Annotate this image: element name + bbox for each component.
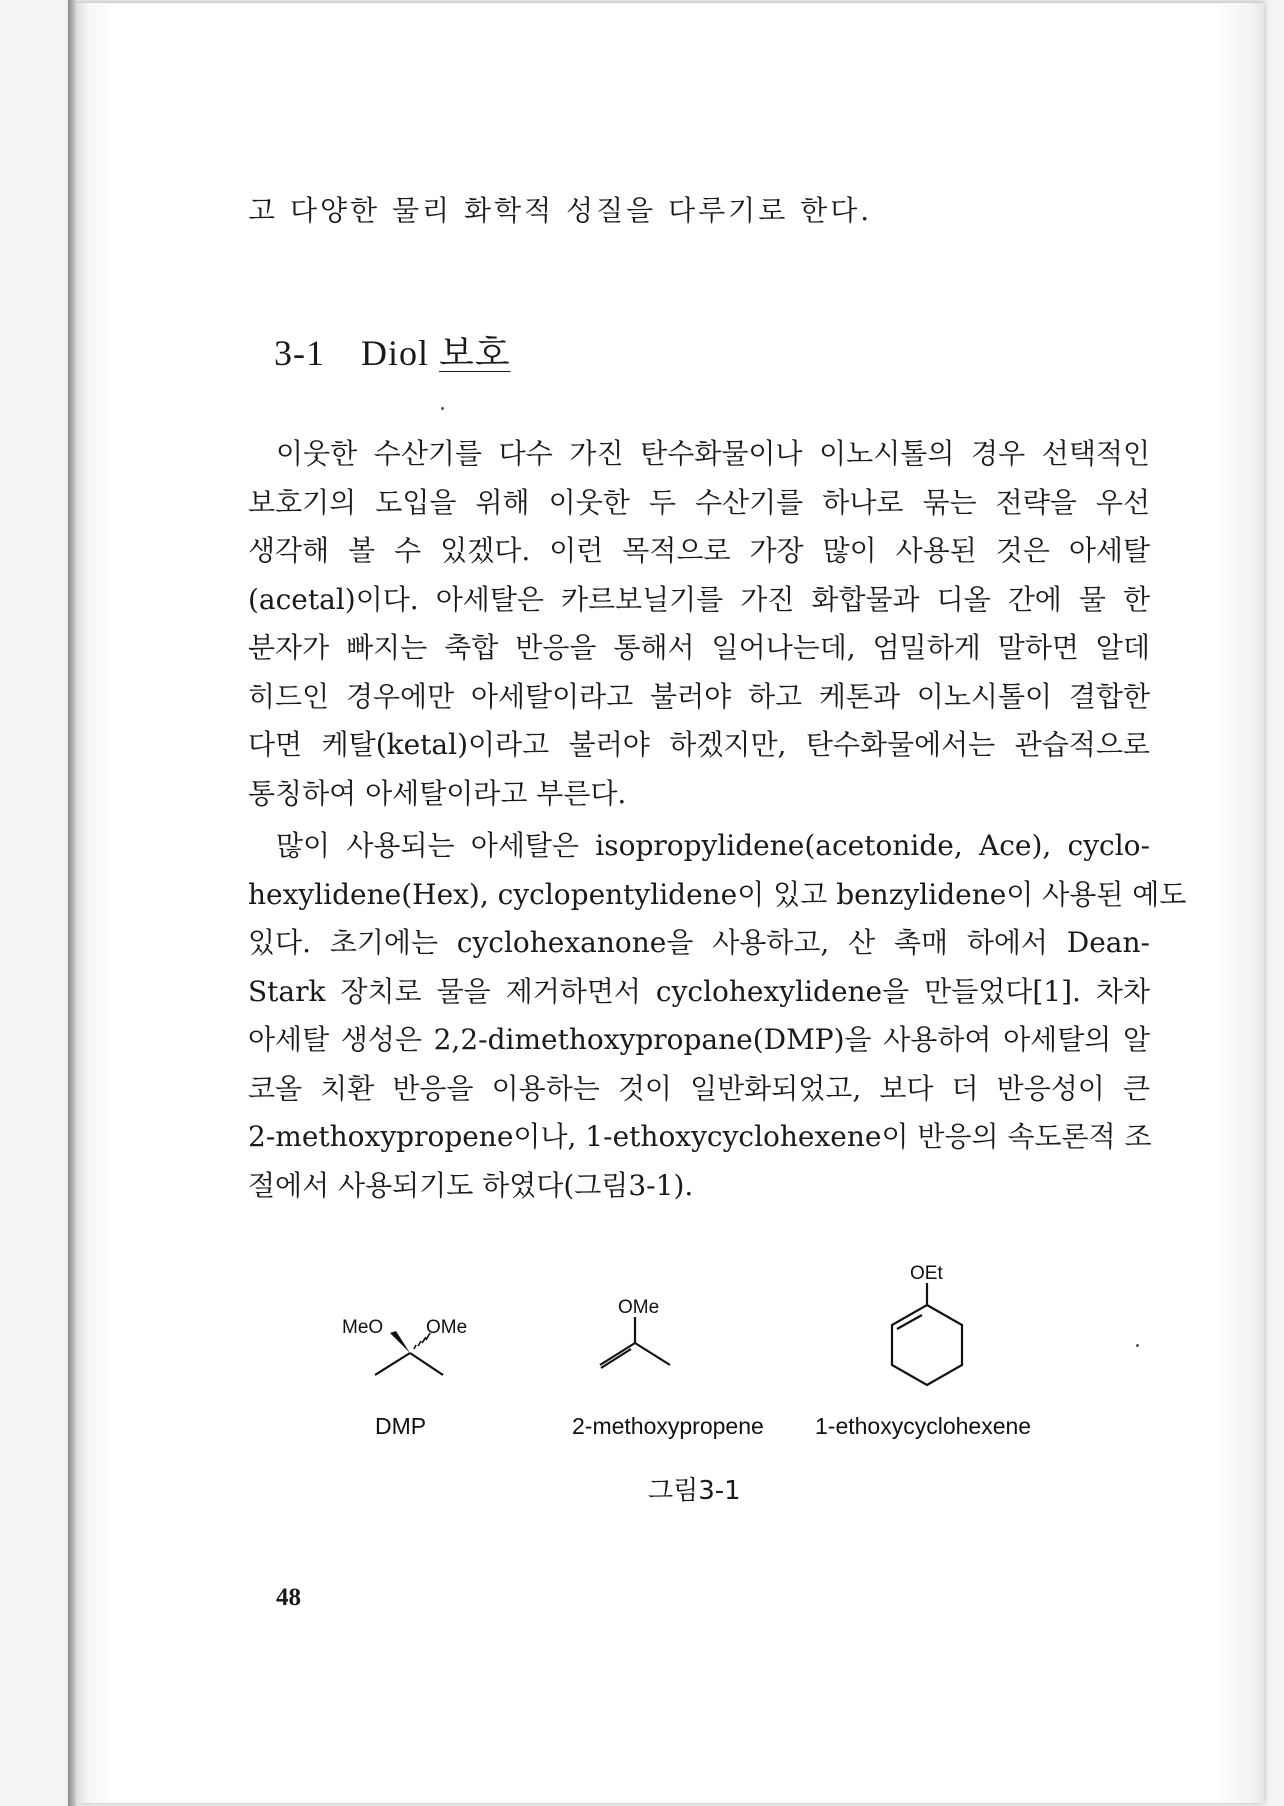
methoxypropene-atom-ome: OMe <box>618 1297 660 1318</box>
section-title-ko: 보호 <box>439 333 511 373</box>
paragraph-line: 히드인 경우에만 아세탈이라고 불러야 하고 케톤과 이노시톨이 결합한 <box>248 679 1150 713</box>
methoxypropene-label: 2-methoxypropene <box>572 1413 764 1439</box>
chemical-structures-figure <box>330 1265 1090 1445</box>
paragraph-2 <box>248 822 1187 1210</box>
paragraph-line: Stark 장치로 물을 제거하면서 cyclohexylidene을 만들었다[1]. 차차 <box>248 974 1150 1008</box>
paragraph-line: 생각해 볼 수 있겠다. 이런 목적으로 가장 많이 사용된 것은 아세탈 <box>248 534 1150 567</box>
speck <box>441 407 444 410</box>
paragraph-line: 아세탈 생성은 2,2-dimethoxypropane(DMP)을 사용하여 아세탈의 알 <box>248 1023 1150 1056</box>
lead-line: 고 다양한 물리 화학적 성질을 다루기로 한다. <box>248 194 873 227</box>
paragraph-line: 많이 사용되는 아세탈은 isopropylidene(acetonide, Ace), cyclo- <box>276 829 1150 862</box>
section-number: 3-1 <box>274 333 325 373</box>
paragraph-line: (acetal)이다. 아세탈은 카르보닐기를 가진 화합물과 디올 간에 물 한 <box>248 582 1150 616</box>
ethoxycyclohexene-label: 1-ethoxycyclohexene <box>815 1413 1032 1439</box>
paragraph-line: hexylidene(Hex), cyclopentylidene이 있고 benzylidene이 사용된 예도 <box>248 877 1187 911</box>
dmp-atom-meo: MeO <box>342 1317 384 1338</box>
dmp-atom-ome: OMe <box>426 1317 468 1338</box>
paragraph-line: 통칭하여 아세탈이라고 부른다. <box>248 776 627 810</box>
page-number: 48 <box>276 1584 301 1611</box>
paragraph-line: 코올 치환 반응을 이용하는 것이 일반화되었고, 보다 더 반응성이 큰 <box>248 1071 1150 1105</box>
paragraph-line: 보호기의 도입을 위해 이웃한 두 수산기를 하나로 묶는 전략을 우선 <box>248 485 1150 519</box>
paragraph-line: 분자가 빠지는 축합 반응을 통해서 일어나는데, 엄밀하게 말하면 알데 <box>248 631 1150 664</box>
ethoxycyclohexene-atom-oet: OEt <box>910 1265 943 1284</box>
paragraph-line: 있다. 초기에는 cyclohexanone을 사용하고, 산 촉매 하에서 Dean- <box>248 926 1150 959</box>
lead-text <box>248 180 1150 242</box>
dmp-label: DMP <box>375 1413 427 1439</box>
methoxypropene-structure <box>600 1317 670 1368</box>
page-spine <box>68 0 76 1806</box>
ethoxycyclohexene-structure <box>892 1283 962 1385</box>
paragraph-line: 절에서 사용되기도 하였다(그림3-1). <box>248 1168 694 1202</box>
paragraph-line: 2-methoxypropene이나, 1-ethoxycyclohexene이 반응의 속도론적 조 <box>248 1120 1152 1153</box>
paragraph-1 <box>248 430 1150 818</box>
paragraph-line: 다면 케탈(ketal)이라고 불러야 하겠지만, 탄수화물에서는 관습적으로 <box>248 728 1150 761</box>
paragraph-line: 이웃한 수산기를 다수 가진 탄수화물이나 이노시톨의 경우 선택적인 <box>276 437 1150 470</box>
speck <box>1136 1344 1139 1347</box>
figure-caption: 그림3-1 <box>648 1476 741 1506</box>
section-heading <box>274 325 511 376</box>
section-title-en: Diol <box>361 333 430 373</box>
